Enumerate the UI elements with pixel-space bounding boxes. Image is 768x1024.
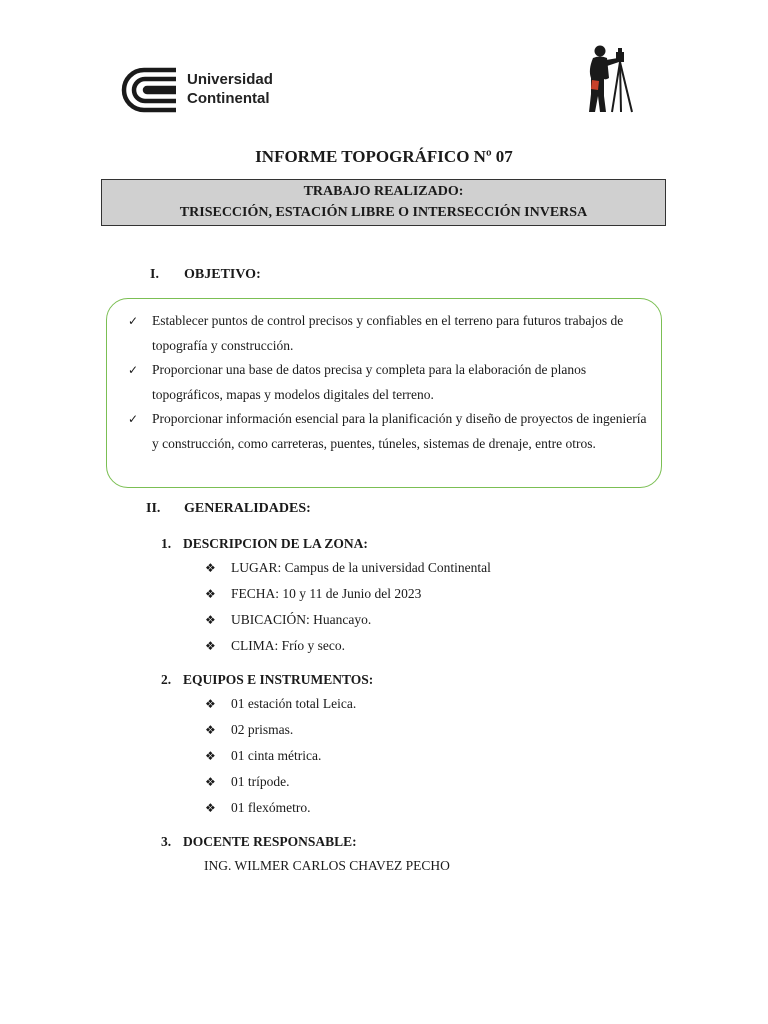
diamond-bullet-icon: ❖	[205, 749, 216, 763]
diamond-bullet-icon: ❖	[205, 697, 216, 711]
section-number: II.	[146, 501, 161, 516]
list-item	[205, 607, 491, 633]
list-item-text: 01 cinta métrica.	[231, 748, 322, 763]
list-item-text: 01 trípode.	[231, 774, 290, 789]
list-item-text: 02 prismas.	[231, 722, 294, 737]
list-item	[205, 743, 356, 769]
section-title: GENERALIDADES:	[184, 501, 311, 516]
subsection-title: DOCENTE RESPONSABLE:	[183, 834, 357, 849]
diamond-bullet-icon: ❖	[205, 561, 216, 575]
list-item	[205, 717, 356, 743]
diamond-bullet-icon: ❖	[205, 775, 216, 789]
objective-item	[128, 407, 648, 456]
docente-name: ING. WILMER CARLOS CHAVEZ PECHO	[204, 858, 450, 873]
subsection-number: 2.	[161, 672, 172, 687]
logo-line-2: Continental	[187, 90, 270, 107]
objective-text: Establecer puntos de control precisos y confiables en el terreno para futuros trabajos de topografía y construcción.	[152, 313, 624, 353]
subsection-number: 3.	[161, 834, 172, 849]
section-objetivo-heading	[150, 267, 261, 283]
diamond-bullet-icon: ❖	[205, 723, 216, 737]
section-number: I.	[150, 267, 159, 282]
check-icon: ✓	[128, 412, 139, 426]
list-item	[205, 769, 356, 795]
logo-line-1: Universidad	[187, 71, 273, 88]
diamond-bullet-icon: ❖	[205, 639, 216, 653]
objective-text: Proporcionar información esencial para la planificación y diseño de proyectos de ingeniería y construcción, como carreteras, puentes, túneles, sistemas de drenaje, entre otros.	[152, 411, 647, 451]
check-icon: ✓	[128, 363, 139, 377]
subsection-docente-heading	[161, 834, 357, 850]
list-item	[205, 691, 356, 717]
equipos-list	[205, 691, 356, 821]
list-item-text: 01 estación total Leica.	[231, 696, 357, 711]
objective-text: Proporcionar una base de datos precisa y completa para la elaboración de planos topográficos, mapas y modelos digitales del terreno.	[152, 362, 587, 402]
subsection-equipos-heading	[161, 672, 373, 688]
list-item-text: CLIMA: Frío y seco.	[231, 638, 345, 653]
surveyor-silhouette-icon	[582, 44, 638, 114]
list-item	[205, 633, 491, 659]
diamond-bullet-icon: ❖	[205, 801, 216, 815]
zona-list	[205, 555, 491, 659]
list-item-text: 01 flexómetro.	[231, 800, 311, 815]
list-item-text: FECHA: 10 y 11 de Junio del 2023	[231, 586, 422, 601]
list-item-text: LUGAR: Campus de la universidad Continental	[231, 560, 491, 575]
subsection-title: EQUIPOS E INSTRUMENTOS:	[183, 672, 374, 687]
subsection-zona-heading	[161, 536, 368, 552]
diamond-bullet-icon: ❖	[205, 613, 216, 627]
list-item	[205, 555, 491, 581]
diamond-bullet-icon: ❖	[205, 587, 216, 601]
section-generalidades-heading	[146, 501, 311, 517]
banner-line-2: TRISECCIÓN, ESTACIÓN LIBRE O INTERSECCIÓN INVERSA	[179, 205, 588, 220]
objective-item	[128, 309, 648, 358]
objective-list	[128, 309, 648, 456]
objective-item	[128, 358, 648, 407]
logo-wordmark	[187, 70, 273, 108]
check-icon: ✓	[128, 314, 139, 328]
section-title: OBJETIVO:	[184, 267, 261, 282]
list-item-text: UBICACIÓN: Huancayo.	[231, 612, 372, 627]
subsection-number: 1.	[161, 536, 172, 551]
banner-line-1: TRABAJO REALIZADO:	[303, 184, 464, 199]
report-title: INFORME TOPOGRÁFICO Nº 07	[255, 147, 513, 166]
subsection-title: DESCRIPCION DE LA ZONA:	[183, 536, 368, 551]
list-item	[205, 581, 491, 607]
work-banner	[101, 179, 666, 226]
list-item	[205, 795, 356, 821]
